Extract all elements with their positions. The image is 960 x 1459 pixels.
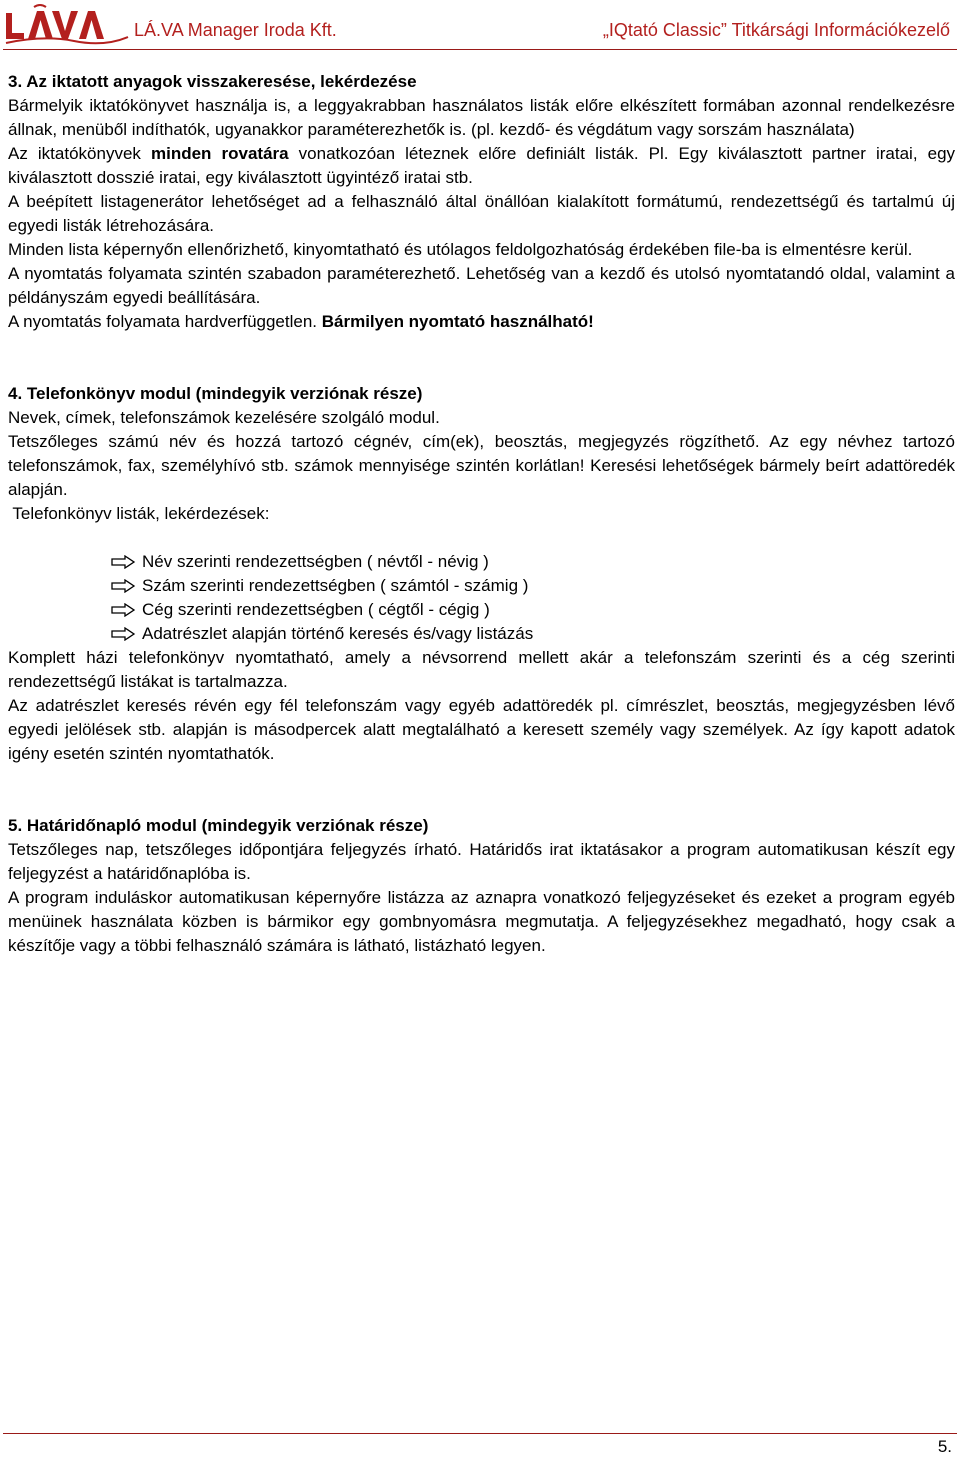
list-item <box>110 574 955 598</box>
section-3-paragraph-6 <box>8 310 955 334</box>
section-4-paragraph-2: Tetszőleges számú név és hozzá tartozó cégnév, cím(ek), beosztás, megjegyzés rögzíthető. Az egy névhez tartozó telefonszámok, fax, személyhívó stb. számok mennyisége szintén korlátlan! Keresési lehetőségek bármely beírt adattöredék alapján. <box>8 432 955 499</box>
svg-text:LÁVA: LÁVA <box>4 46 7 47</box>
section-3-title: 3. Az iktatott anyagok visszakeresése, lekérdezése <box>8 72 417 91</box>
p2-text-post: vonatkozóan léteznek előre definiált listák. Pl. Egy kiválasztott partner iratai, egy kiválasztott dosszié iratai, egy kiválasztott ügyintéző iratai stb. <box>8 144 956 187</box>
footer-divider <box>3 1433 957 1434</box>
company-name: LÁ.VA Manager Iroda Kft. <box>134 20 337 40</box>
list-item-text: Cég szerinti rendezettségben ( cégtől - cégig ) <box>142 600 490 619</box>
phonebook-list-title: Telefonkönyv listák, lekérdezések: <box>8 504 270 523</box>
page-header <box>0 0 960 52</box>
arrow-right-icon <box>110 555 136 569</box>
section-4-paragraph-4: Az adatrészlet keresés révén egy fél telefonszám vagy egyéb adattöredék pl. címrészlet, beosztás, megjegyzésben lévő egyedi jelölések stb. alapján is másodpercek alatt megtalálható a keresett személy vagy személyek. Az így kapott adatok igény esetén szintén nyomtathatók. <box>8 696 955 763</box>
header-divider <box>3 49 957 50</box>
section-3-paragraph-2 <box>8 142 955 190</box>
p6-text-bold: Bármilyen nyomtató használható! <box>321 312 594 331</box>
section-4-paragraph-3: Komplett házi telefonkönyv nyomtatható, amely a névsorrend mellett akár a telefonszám szerinti és a cég szerinti rendezettségű listákat is tartalmazza. <box>8 648 955 691</box>
list-item <box>110 550 955 574</box>
list-item <box>110 598 955 622</box>
section-4-paragraph-1: Nevek, címek, telefonszámok kezelésére szolgáló modul. <box>8 408 440 427</box>
p2-text-pre: Az iktatókönyvek <box>8 144 151 163</box>
section-4-title: 4. Telefonkönyv modul (mindegyik verziónak része) <box>8 384 423 403</box>
phonebook-list <box>8 550 955 646</box>
product-name: „IQtató Classic” Titkársági Információkezelő <box>602 20 950 40</box>
arrow-right-icon <box>110 579 136 593</box>
section-3-paragraph-1: Bármelyik iktatókönyvet használja is, a leggyakrabban használatos listák előre elkészített formában azonnal rendelkezésre állnak, menüből indíthatók, ugyanakkor paraméterezhetők is. (pl. kezdő- és végdátum vagy sorszám használata) <box>8 96 955 139</box>
lava-logo <box>4 3 130 47</box>
logo-graphic <box>4 3 130 47</box>
section-5-title: 5. Határidőnapló modul (mindegyik verziónak része) <box>8 816 429 835</box>
page-number: 5. <box>937 1437 952 1456</box>
section-3-paragraph-3: A beépített listagenerátor lehetőséget ad a felhasználó által önállóan kialakított formátumú, rendezettségű és tartalmú új egyedi listák létrehozására. <box>8 192 955 235</box>
arrow-right-icon <box>110 603 136 617</box>
list-item-text: Szám szerinti rendezettségben ( számtól - számig ) <box>142 576 529 595</box>
section-5-paragraph-1: Tetszőleges nap, tetszőleges időpontjára feljegyzés írható. Határidős irat iktatásakor a program automatikusan készít egy feljegyzést a határidőnaplóba is. <box>8 840 955 883</box>
p6-text-pre: A nyomtatás folyamata hardverfüggetlen. <box>8 312 322 331</box>
arrow-right-icon <box>110 627 136 641</box>
section-5-paragraph-2: A program induláskor automatikusan képernyőre listázza az aznapra vonatkozó feljegyzéseket és ezeket a program egyéb menüinek használata közben is bármikor egy gombnyomásra megmutatja. A feljegyzésekhez megadható, hogy csak a készítője vagy a többi felhasználó számára is látható, listázható legyen. <box>8 888 955 955</box>
section-3-paragraph-5: A nyomtatás folyamata szintén szabadon paraméterezhető. Lehetőség van a kezdő és utolsó nyomtatandó oldal, valamint a példányszám egyedi beállítására. <box>8 264 955 307</box>
section-3-paragraph-4: Minden lista képernyőn ellenőrizhető, kinyomtatható és utólagos feldolgozhatóság érdekében file-ba is elmentésre kerül. <box>8 240 913 259</box>
document-body <box>8 70 955 958</box>
list-item-text: Név szerinti rendezettségben ( névtől - névig ) <box>142 552 489 571</box>
list-item-text: Adatrészlet alapján történő keresés és/vagy listázás <box>142 624 534 643</box>
p2-text-bold: minden rovatára <box>150 144 289 163</box>
list-item <box>110 622 955 646</box>
